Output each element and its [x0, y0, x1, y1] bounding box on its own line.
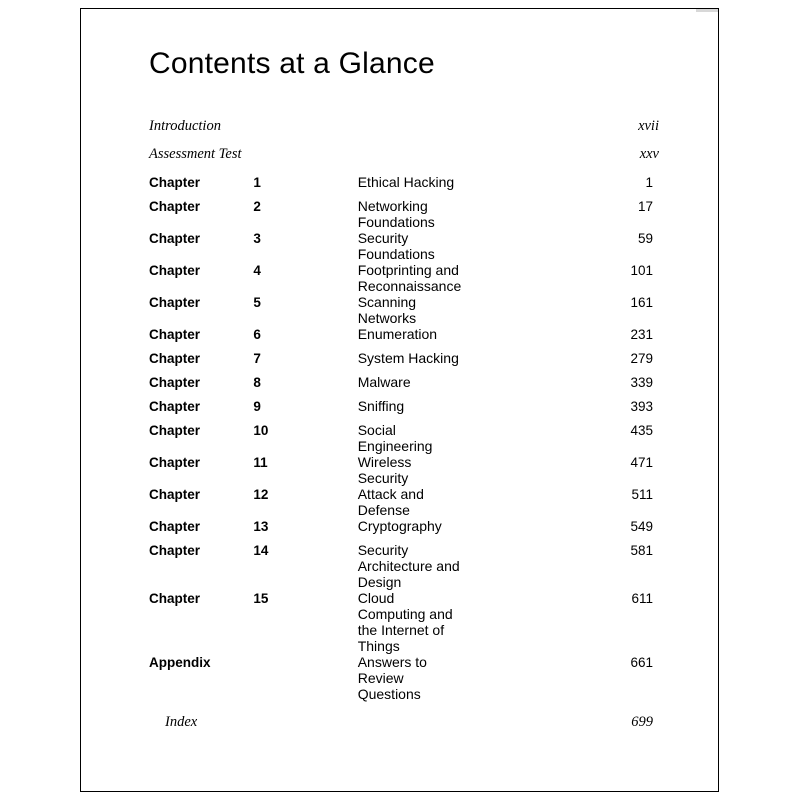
toc-row: [149, 518, 659, 542]
toc-row-title: Cryptography: [357, 518, 442, 534]
toc-row: [149, 486, 659, 518]
toc-row-page: 101: [630, 263, 653, 278]
toc-row-label: Chapter: [149, 231, 201, 246]
book-page: [80, 8, 719, 792]
toc-row-label: Chapter: [149, 175, 201, 190]
toc-row-page: 611: [631, 591, 653, 606]
toc-row-label: Chapter: [149, 199, 201, 214]
toc-row-label: Chapter: [149, 591, 201, 606]
toc-row-number: 4: [253, 263, 261, 278]
front-matter-label: Introduction: [149, 118, 221, 134]
toc-row: [149, 542, 659, 590]
toc-row-number: 14: [253, 543, 269, 558]
toc-row-title: Footprinting and Reconnaissance: [357, 262, 462, 294]
toc-row-label: Chapter: [149, 487, 201, 502]
toc-row-page: 435: [630, 423, 653, 438]
toc-row-title: System Hacking: [357, 350, 459, 366]
toc-row-page: 161: [630, 295, 653, 310]
toc-row-page: 1: [645, 175, 653, 190]
back-matter-page: 699: [631, 714, 653, 730]
toc-row-title: Ethical Hacking: [357, 174, 455, 190]
toc-row-label: Appendix: [149, 655, 211, 670]
toc-row-title: Attack and Defense: [357, 486, 424, 518]
toc-row-label: Chapter: [149, 263, 201, 278]
toc-row-label: Chapter: [149, 327, 201, 342]
toc-row-label: Chapter: [149, 543, 201, 558]
page-corner-mark: [696, 9, 718, 12]
toc-row-title: Sniffing: [357, 398, 405, 414]
toc-row-number: 1: [253, 175, 261, 190]
toc-row-title: Malware: [357, 374, 411, 390]
toc-row-number: 8: [253, 375, 261, 390]
toc-row-number: 13: [253, 519, 269, 534]
toc-row-title: Wireless Security: [357, 454, 412, 486]
toc-row-page: 231: [630, 327, 653, 342]
toc-row: [149, 262, 659, 294]
toc-row-label: Chapter: [149, 455, 201, 470]
toc-row-number: 5: [253, 295, 261, 310]
toc-row-page: 471: [630, 455, 653, 470]
toc-row-page: 581: [630, 543, 653, 558]
front-matter-page: xxv: [639, 146, 659, 162]
toc-row-page: 339: [630, 375, 653, 390]
front-matter-page: xvii: [638, 118, 659, 134]
toc-row-number: [253, 654, 357, 702]
toc-row-page: 549: [630, 519, 653, 534]
front-matter-row: [149, 146, 659, 174]
toc-row: [149, 654, 659, 702]
toc-row-page: 17: [637, 199, 653, 214]
toc-row: [149, 294, 659, 326]
toc-row-number: 11: [253, 455, 268, 470]
back-matter-label: Index: [165, 714, 198, 730]
front-matter-row: [149, 118, 659, 146]
toc-row-number: 7: [253, 351, 261, 366]
toc-row-page: 511: [631, 487, 653, 502]
toc-row-label: Chapter: [149, 351, 201, 366]
page-content: [149, 47, 659, 738]
toc-row-title: Enumeration: [357, 326, 438, 342]
toc-row-page: 661: [630, 655, 653, 670]
toc-row-title: Cloud Computing and the Internet of Things: [357, 590, 453, 654]
toc-row-number: 3: [253, 231, 261, 246]
toc-row-number: 10: [253, 423, 269, 438]
toc-row-label: Chapter: [149, 423, 201, 438]
toc-row-label: Chapter: [149, 375, 201, 390]
toc-row-number: 15: [253, 591, 269, 606]
table-of-contents: [149, 118, 659, 738]
toc-row-label: Chapter: [149, 295, 201, 310]
toc-row-number: 6: [253, 327, 261, 342]
toc-row-label: Chapter: [149, 399, 201, 414]
toc-row-title: Security Architecture and Design: [357, 542, 460, 590]
toc-row: [149, 198, 659, 230]
toc-row: [149, 590, 659, 654]
back-matter-row: [149, 714, 659, 738]
toc-row: [149, 422, 659, 454]
toc-row-label: Chapter: [149, 519, 201, 534]
toc-row-title: Security Foundations: [357, 230, 435, 262]
front-matter-label: Assessment Test: [149, 146, 242, 162]
toc-row-title: Answers to Review Questions: [357, 654, 427, 702]
toc-row-page: 393: [630, 399, 653, 414]
spacer-row: [149, 702, 659, 714]
toc-row: [149, 374, 659, 398]
toc-row-title: Networking Foundations: [357, 198, 435, 230]
toc-row-page: 59: [637, 231, 653, 246]
toc-row-page: 279: [630, 351, 653, 366]
toc-row: [149, 174, 659, 198]
toc-row-number: 12: [253, 487, 269, 502]
toc-row-title: Scanning Networks: [357, 294, 417, 326]
toc-row: [149, 326, 659, 350]
page-title: Contents at a Glance: [149, 47, 435, 80]
toc-row-number: 9: [253, 399, 261, 414]
toc-row-title: Social Engineering: [357, 422, 433, 454]
toc-row: [149, 350, 659, 374]
toc-row: [149, 230, 659, 262]
toc-row: [149, 398, 659, 422]
toc-row: [149, 454, 659, 486]
toc-row-number: 2: [253, 199, 261, 214]
